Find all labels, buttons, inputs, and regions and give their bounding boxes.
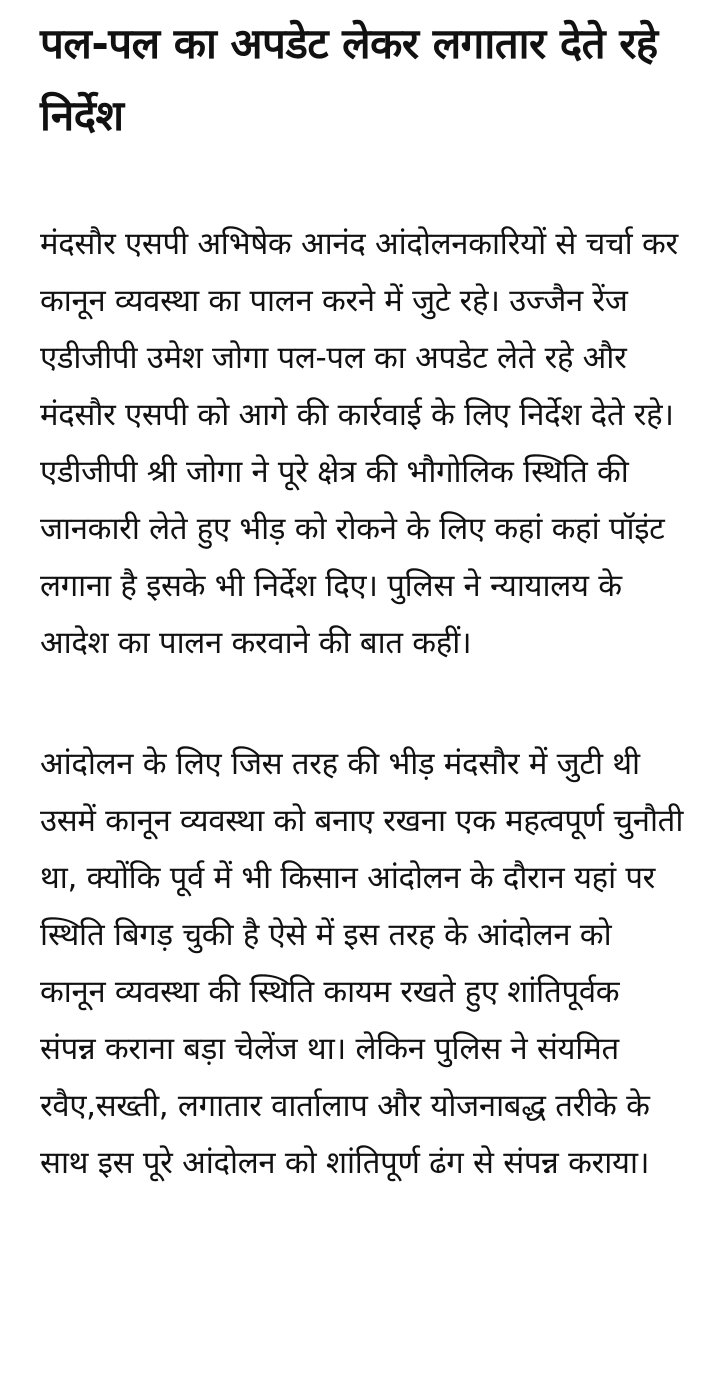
article-paragraph-1: मंदसौर एसपी अभिषेक आनंद आंदोलनकारियों से चर्चा कर कानून व्यवस्था का पालन करने में जुटे रहे। उज्जैन रेंज एडीजीपी उमेश जोगा पल-पल का अपडेट लेते रहे और मंदसौर एसपी को आगे की कार्रवाई के लिए निर्देश देते रहे।एडीजीपी श्री जोगा ने पूरे क्षेत्र की भौगोलिक स्थिति की जानकारी लेते हुए भीड़ को रोकने के लिए कहां कहां पॉइंट लगाना है इसके भी निर्देश दिए। पुलिस ने न्यायालय के आदेश का पालन करवाने की बात कहीं। xyxy=(40,226,678,661)
article-paragraph-2: आंदोलन के लिए जिस तरह की भीड़ मंदसौर में जुटी थी उसमें कानून व्यवस्था को बनाए रखना एक महत्वपूर्ण चुनौती था, क्योंकि पूर्व में भी किसान आंदोलन के दौरान यहां पर स्थिति बिगड़ चुकी है ऐसे में इस तरह के आंदोलन को कानून व्यवस्था की स्थिति कायम रखते हुए शांतिपूर्वक संपन्न कराना बड़ा चेलेंज था। लेकिन पुलिस ने संयमित रवैए,सख्ती, लगातार वार्तालाप और योजनाबद्ध तरीके के साथ इस पूरे आंदोलन को शांतिपूर्ण ढंग से संपन्न कराया। xyxy=(40,746,684,1181)
article-headline: पल-पल का अपडेट लेकर लगातार देते रहे निर्देश xyxy=(40,19,658,140)
